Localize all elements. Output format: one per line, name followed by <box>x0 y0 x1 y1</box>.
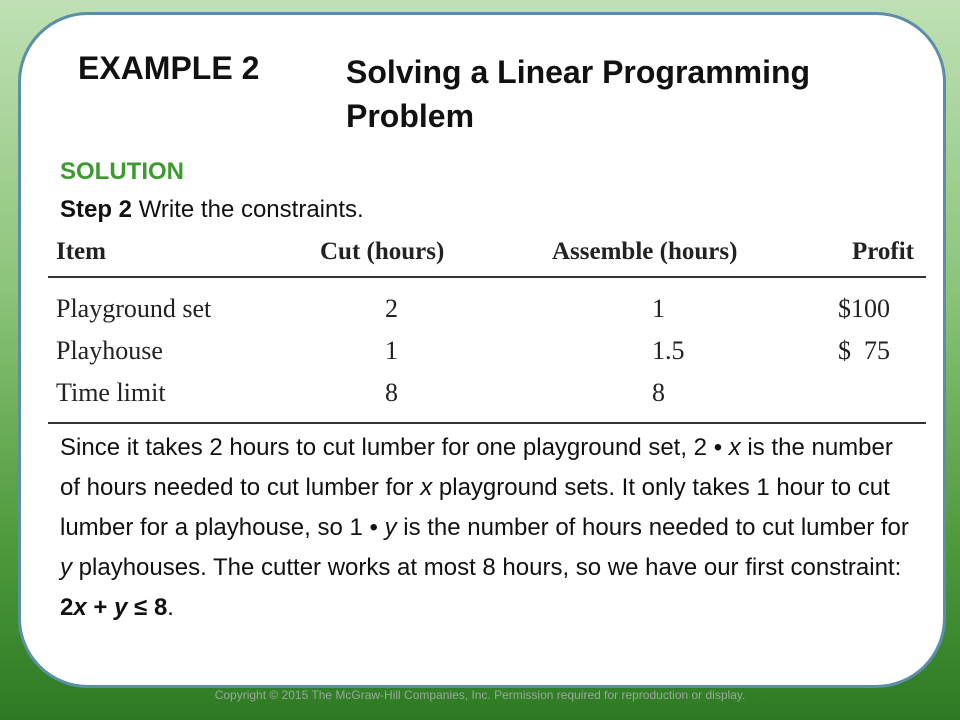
var-y: y <box>60 554 72 581</box>
constraints-table <box>48 228 926 424</box>
var-x: x <box>728 434 741 461</box>
cell-profit: $ 75 <box>838 336 890 365</box>
table-row <box>48 330 926 372</box>
para-seg: is the number of hours needed to cut lumber for <box>60 434 893 501</box>
cell-cut: 1 <box>385 336 398 365</box>
var-x: x <box>420 474 433 501</box>
header-item: Item <box>56 238 106 265</box>
cell-item: Playground set <box>56 294 212 323</box>
explanation-paragraph <box>60 428 910 628</box>
solution-heading: SOLUTION <box>60 158 184 185</box>
table-row <box>48 288 926 330</box>
copyright-footer: Copyright © 2015 The McGraw-Hill Companies, Inc. Permission required for reproduction or display. <box>214 688 746 702</box>
step-text: Write the constraints. <box>132 196 364 223</box>
ineq-part: 2 <box>60 594 74 621</box>
para-end: . <box>167 594 174 621</box>
table-header <box>48 228 926 278</box>
table-row <box>48 372 926 414</box>
step-line <box>60 196 364 224</box>
example-title: Solving a Linear Programming Problem <box>346 54 811 134</box>
example-label: EXAMPLE 2 <box>78 50 260 86</box>
ineq-var-x: x <box>73 594 87 621</box>
ineq-part: + <box>86 594 115 621</box>
ineq-part: ≤ 8 <box>127 594 168 621</box>
para-seg: Since it takes 2 hours to cut lumber for one playground set, 2 • <box>60 434 729 461</box>
para-seg: is the number of hours needed to cut lumber for <box>396 514 909 541</box>
cell-item: Playhouse <box>56 336 163 365</box>
para-seg: playhouses. The cutter works at most 8 hours, so we have our first constraint: <box>72 554 902 581</box>
header-cut: Cut (hours) <box>320 238 445 265</box>
header-profit: Profit <box>852 238 915 265</box>
cell-assemble: 1.5 <box>652 336 685 365</box>
cell-profit: $100 <box>838 294 890 323</box>
cell-assemble: 1 <box>652 294 665 323</box>
table-bottom-rule <box>48 414 926 424</box>
ineq-var-y: y <box>114 594 128 621</box>
cell-assemble: 8 <box>652 378 665 407</box>
step-label: Step 2 <box>60 196 133 223</box>
cell-cut: 2 <box>385 294 398 323</box>
cell-item: Time limit <box>56 378 166 407</box>
first-constraint <box>60 594 167 621</box>
cell-cut: 8 <box>385 378 398 407</box>
header-assemble: Assemble (hours) <box>552 238 738 265</box>
var-y: y <box>384 514 397 541</box>
para-seg: playground sets. It only takes 1 hour to cut lumber for a playhouse, so 1 • <box>60 474 890 541</box>
